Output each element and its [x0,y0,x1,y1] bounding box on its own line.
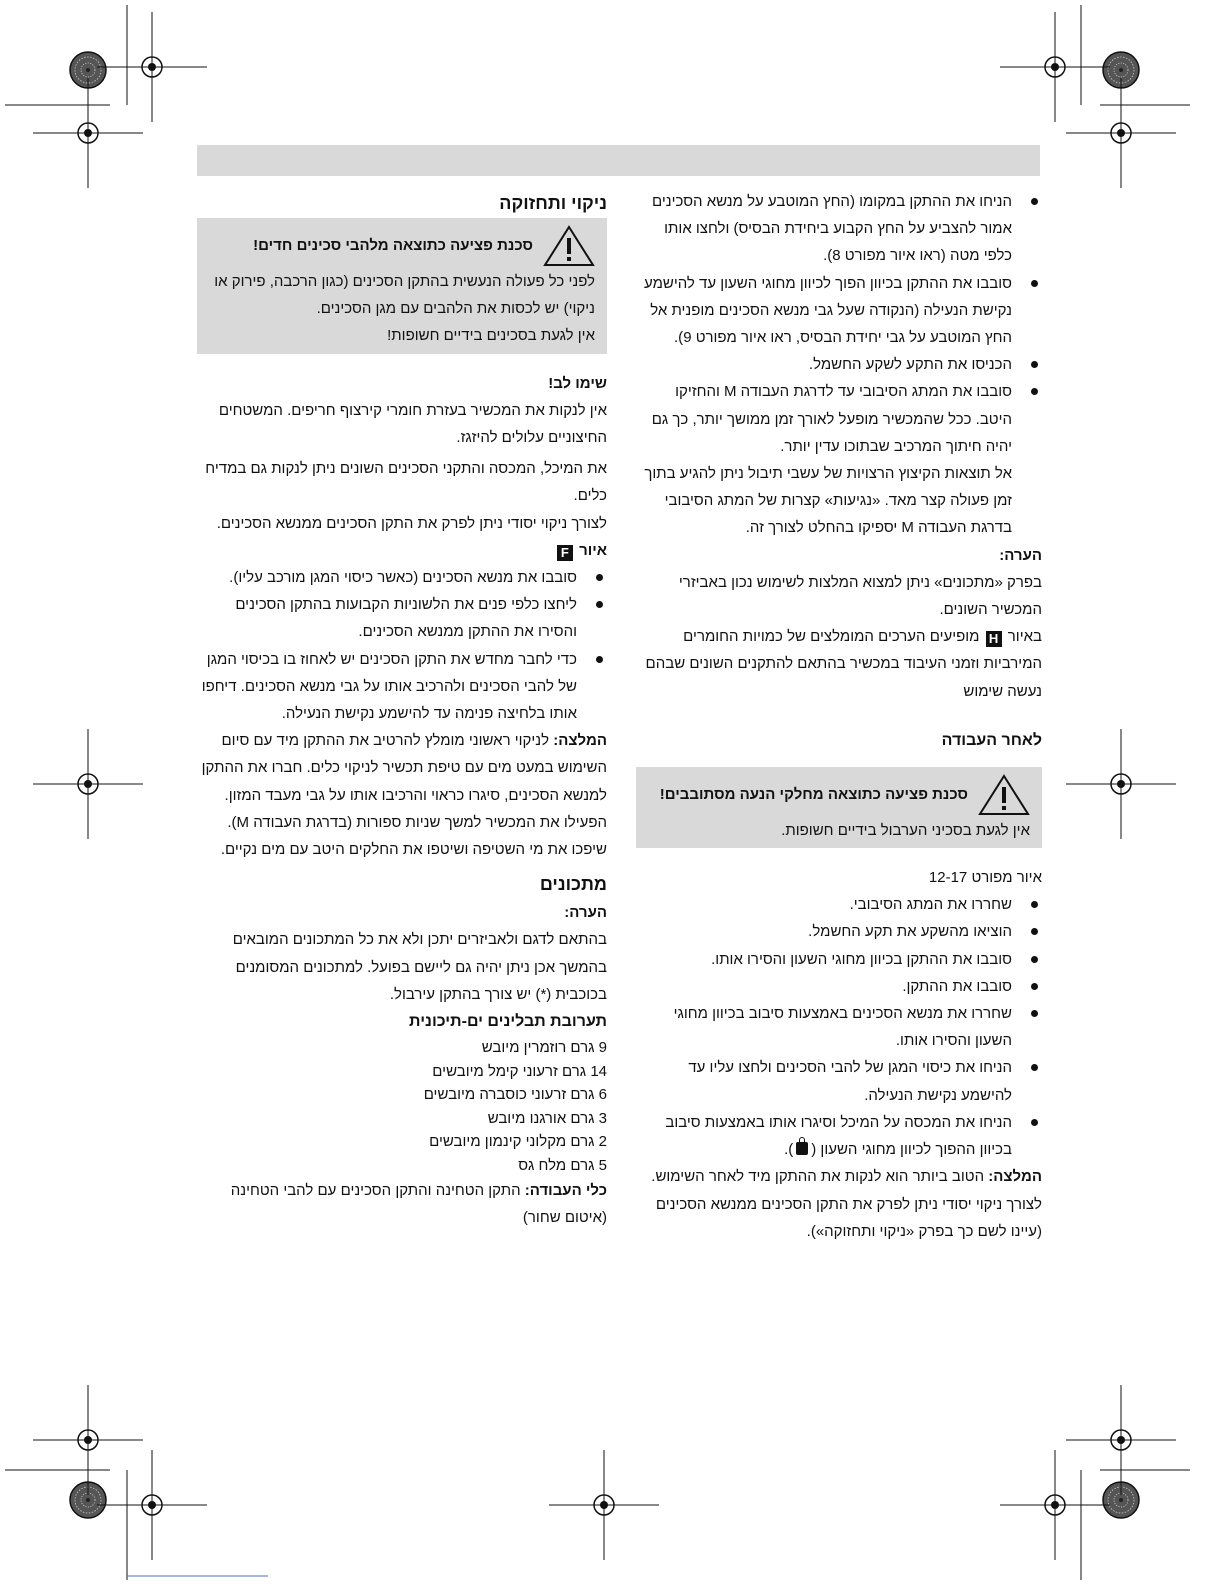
attention-title: שימו לב! [548,374,607,392]
ingredient: 2 גרם מקלוני קינמון מיובשים [429,1133,607,1151]
list-item: הכניסו את התקע לשקע החשמל. [636,351,1042,378]
note-label: הערה: [564,904,607,922]
list-item: סובבו את המתג הסיבובי עד לדרגת העבודה M והחזיקו היטב. ככל שהמכשיר מופעל לאורך זמן ממושך יותר, כך גם יהיה חיתוך המרכיב שבתוכו עדין יותר. [636,378,1042,460]
cleaning-title: ניקוי ותחזוקה [499,193,607,213]
warning1-text: לפני כל פעולה הנעשית בהתקן הסכינים (כגון הרכבה, פירוק או ניקוי) יש לכסות את הלהבים עם מגן הסכינים. [214,273,595,318]
ingredient: 3 גרם אורגנו מיובש [487,1109,607,1127]
attention-text: אין לנקות את המכשיר בעזרת חומרי קירצוף חריפים. המשטחים החיצוניים עלולים להיזגז. [218,401,607,447]
list-item: סובבו את ההתקן. [636,973,1042,1000]
figure-h-paragraph [636,623,1042,705]
rec-label: המלצה: [988,1168,1042,1186]
last-bullet-end: . [784,1141,789,1159]
pulse-paragraph: אל תוצאות הקיצוץ הרצויות של עשבי תיבול ניתן להגיע בתוך זמן פעולה קצר מאד. «נגיעות» קצרות של המתג הסיבובי בדרגת העבודה M יספיקו בהחלט לצורך זה. [644,465,1012,537]
list-item: שחררו את המתג הסיבובי. [636,891,1042,918]
warning1-title: סכנת פציעה כתוצאה מלהבי סכינים חדים! [253,237,533,255]
recipes-title: מתכונים [539,874,607,895]
tools-label: כלי העבודה: [524,1182,607,1200]
figure-f-text: איור [579,541,607,559]
list-item: סובבו את ההתקן בכיוון מחוגי השעון והסירו אותו. [636,946,1042,973]
list-item: הניחו את כיסוי המגן של להבי הסכינים ולחצו עליו עד להישמע נקישת הנעילה. [636,1054,1042,1108]
figure-12-17-label: איור מפורט 12-17 [928,869,1042,887]
tools-text: התקן הטחינה והתקן הסכינים עם להבי הטחינה (איטום שחור) [230,1182,607,1227]
lock-icon [796,1142,808,1155]
ingredient: 6 גרם זרעוני כוסברה מיובשים [423,1086,607,1104]
warning-triangle-icon [543,224,595,268]
list-item: הוציאו מהשקע את תקע החשמל. [636,918,1042,945]
after-steps-list [636,891,1042,1163]
tools-paragraph [197,1177,607,1231]
right-column [636,188,1042,1245]
list-item: ליחצו כלפי פנים את הלשוניות הקבועות בהתקן הסכינים והסירו את ההתקן ממנשא הסכינים. [197,591,607,645]
rec-label: המלצה: [553,732,607,750]
list-item: הניחו את המכסה על המיכל וסיגרו אותו באמצעות סיבוב בכיוון ההפוך לכיוון מחוגי השעון (). [636,1109,1042,1163]
list-item: הניחו את ההתקן במקומו (החץ המוטבע על מנשא הסכינים אמור להצביע על החץ הקבוע ביחידת הבסיס) ולחצו אותו כלפי מטה (ראו איור מפורט 8). [636,188,1042,270]
header-band [197,145,1040,176]
warning-box-rotating [636,767,1042,848]
mount-steps-list [636,188,1042,460]
left-recommendation [197,727,607,863]
ingredient: 14 גרם זרעוני קימל מיובשים [432,1062,607,1080]
warning1-text2: אין לגעת בסכינים בידיים חשופות! [387,327,595,345]
rec-text: לניקוי ראשוני מומלץ להרטיב את ההתקן מיד עם סיום השימוש במעט מים עם טיפת תכשיר לניקוי כלים. חברו את ההתקן למנשא הסכינים, סיגרו כראוי והרכיבו אותו על גבי מעבד המזון. הפעילו את המכשיר למשך שניות ספורות (בדרגת העבודה M). שיפכו את מי השטיפה ושיטפו את החלקים היטב עם מים נקיים. [201,732,607,859]
note-label: הערה: [999,546,1042,564]
left-column [197,188,607,1231]
list-item: שחררו את מנשא הסכינים באמצעות סיבוב בכיוון מחוגי השעון והסירו אותו. [636,1000,1042,1054]
list-item: סובבו את מנשא הסכינים (כאשר כיסוי המגן מורכב עליו). [197,564,607,591]
figure-f-label [197,537,607,564]
last-bullet-text: הניחו את המכסה על המיכל וסיגרו אותו באמצעות סיבוב בכיוון ההפוך לכיוון מחוגי השעון [665,1113,1012,1159]
final-paragraph: לצורך ניקוי יסודי ניתן לפרק את התקן הסכינים ממנשא הסכינים (עיינו לשם כך בפרק «ניקוי ותחזוקה»). [655,1195,1042,1240]
list-item: כדי לחבר מחדש את התקן הסכינים יש לאחוז בו בכיסוי המגן של להבי הסכינים ולהרכיב אותו על גבי מנשא הסכינים. דיחפו אותו בלחיצה פנימה עד להישמע נקישת הנעילה. [197,646,607,728]
ingredients-list [197,1036,607,1177]
list-item: סובבו את ההתקן בכיוון הפוך לכיוון מחוגי השעון עד להישמע נקישת הנעילה (הנקודה שעל גבי מנשא הסכינים מופנית אל החץ המוטבע על גבי יחידת הבסיס, ראו איור מפורט 9). [636,270,1042,352]
figure-h-badge: H [986,631,1002,647]
ingredient: 5 גרם מלח גס [518,1156,607,1174]
rec-text: הטוב ביותר הוא לנקות את ההתקן מיד לאחר השימוש. [651,1168,985,1186]
warning-box-blades [197,218,607,354]
dishwasher-text: את המיכל, המכסה והתקני הסכינים השונים ניתן לנקות גם במדיח כלים. [205,460,607,505]
note-paragraph: בפרק «מתכונים» ניתן למצוא המלצות לשימוש נכון באביזרי המכשיר השונים. [678,573,1042,619]
warning2-title: סכנת פציעה כתוצאה מחלקי הנעה מסתובבים! [659,786,968,804]
figure-h-before: באיור [1007,628,1042,646]
ingredient: 9 גרם רוזמרין מיובש [481,1039,607,1057]
warning2-text: אין לגעת בסכיני הערבול בידיים חשופות. [781,821,1030,839]
right-recommendation [636,1163,1042,1190]
spice-mix-title: תערובת תבלינים ים-תיכונית [409,1013,607,1031]
disassemble-text: לצורך ניקוי יסודי ניתן לפרק את התקן הסכינים ממנשא הסכינים. [216,514,607,532]
warning-triangle-icon [978,773,1030,817]
figure-f-badge: F [557,545,573,561]
figure-h-after: מופיעים הערכים המומלצים של כמויות החומרים המירביות וזמני העיבוד במכשיר בהתאם להתקנים השונים שבהם נעשה שימוש [645,628,1042,700]
clean-steps-list [197,564,607,727]
after-work-title: לאחר העבודה [941,731,1042,749]
note-text: בהתאם לדגם ולאביזרים יתכן ולא את כל המתכונים המובאים בהמשך אכן ניתן יהיה גם ליישם בפועל. למתכונים המסומנים בכוכבית (*) יש צורך בהתקן עירבול. [232,931,607,1003]
